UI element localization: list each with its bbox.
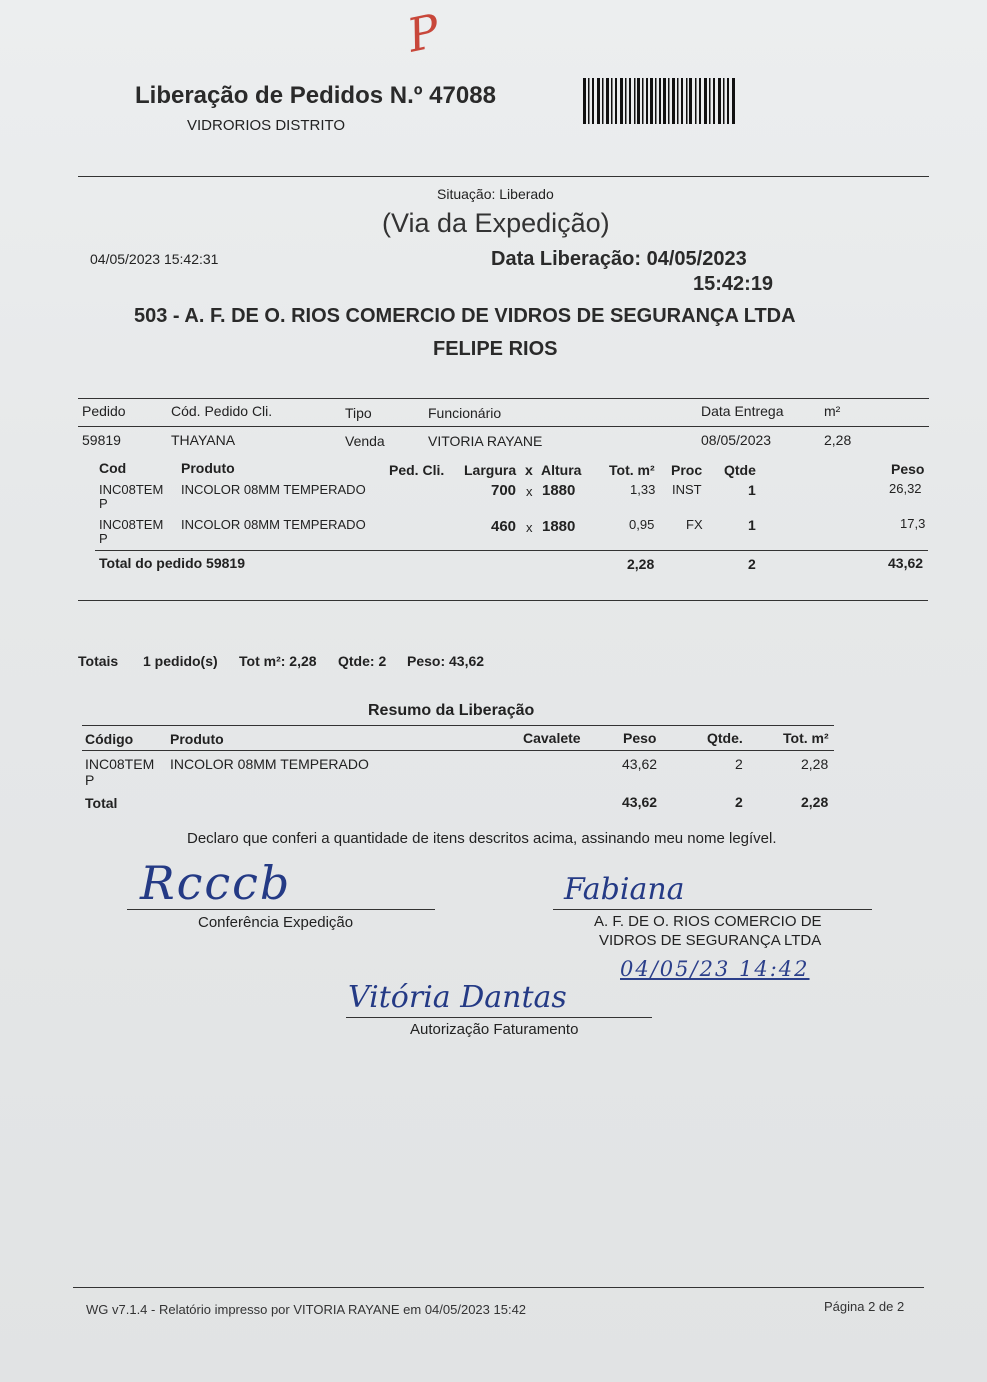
client-signature: Fabiana [564,872,685,907]
order-total-rule [95,550,928,551]
client-signature-line [553,909,872,910]
release-date: Data Liberação: 04/05/2023 [491,248,747,270]
order-header-cod-cli: Cód. Pedido Cli. [171,403,273,419]
via-label: (Via da Expedição) [382,208,610,238]
totals-tot-m2: Tot m²: 2,28 [239,653,317,669]
autorizacao-signature: Vitória Dantas [348,980,567,1015]
summary-header-peso: Peso [623,730,657,746]
item-cod-line2: P [99,496,108,511]
document-title: Liberação de Pedidos N.º 47088 [135,82,496,109]
order-header-pedido: Pedido [82,403,126,419]
summary-cod-line1: INC08TEM [85,756,155,772]
handwritten-date: 04/05/23 14:42 [620,957,810,981]
declaration-text: Declaro que conferi a quantidade de itens descritos acima, assinando meu nome legível. [187,830,777,847]
summary-header-codigo: Código [85,731,134,747]
item-header-altura: Altura [541,462,582,478]
conferencia-signature: Rcccb [140,856,292,910]
summary-produto: INCOLOR 08MM TEMPERADO [170,756,369,772]
summary-title: Resumo da Liberação [368,702,535,719]
item-header-qtde: Qtde [724,462,756,478]
summary-header-tot: Tot. m² [783,730,829,746]
item-peso: 26,32 [889,481,922,496]
item-largura: 700 [491,482,517,499]
situation-label: Situação: Liberado [437,186,554,202]
order-bottom-rule [78,600,928,601]
item-peso: 17,3 [900,516,926,531]
summary-total-label: Total [85,795,118,811]
order-tipo: Venda [345,433,385,449]
item-x: x [526,484,533,499]
item-qtde: 1 [748,482,756,498]
summary-total-tot: 2,28 [801,794,829,810]
barcode-graphic [583,78,735,124]
order-header-funcionario: Funcionário [428,405,502,421]
order-header-m2: m² [824,403,841,419]
item-cod-line1: INC08TEM [99,482,164,497]
company-subtitle: VIDRORIOS DISTRITO [187,117,346,134]
item-proc: INST [672,482,702,497]
item-cod-line1: INC08TEM [99,517,164,532]
footer-rule [73,1287,924,1288]
summary-header-cavalete: Cavalete [523,730,581,746]
item-header-produto: Produto [181,460,235,476]
summary-total-peso: 43,62 [622,794,658,810]
client-company-line2: VIDROS DE SEGURANÇA LTDA [599,932,822,949]
summary-top-rule [82,725,834,726]
totals-qtde: Qtde: 2 [338,653,387,669]
order-total-qtde: 2 [748,556,756,572]
order-funcionario: VITORIA RAYANE [428,433,543,449]
order-m2: 2,28 [824,432,852,448]
item-altura: 1880 [542,482,576,499]
item-cod-line2: P [99,531,108,546]
order-data-entrega: 08/05/2023 [701,432,772,448]
order-table-top-rule [78,398,929,399]
order-header-rule [78,426,929,427]
item-tot: 1,33 [630,482,656,497]
item-header-x: x [525,462,533,478]
summary-cod-line2: P [85,772,95,788]
summary-header-produto: Produto [170,731,224,747]
order-header-tipo: Tipo [345,405,372,421]
item-largura: 460 [491,518,517,535]
conferencia-signature-line [127,909,435,910]
item-header-tot: Tot. m² [609,462,655,478]
header-divider [78,176,929,177]
barcode [583,78,735,124]
conferencia-label: Conferência Expedição [198,914,354,931]
totals-label: Totais [78,653,119,669]
item-produto: INCOLOR 08MM TEMPERADO [181,517,366,532]
item-x: x [526,520,533,535]
order-header-data-entrega: Data Entrega [701,403,784,419]
item-header-peso: Peso [891,461,925,477]
summary-qtde: 2 [735,756,743,772]
order-pedido: 59819 [82,432,121,448]
red-mark: P [402,3,445,63]
summary-header-rule [82,750,834,751]
client-company-line1: A. F. DE O. RIOS COMERCIO DE [594,913,822,930]
totals-peso: Peso: 43,62 [407,653,485,669]
item-header-largura: Largura [464,462,517,478]
order-total-label: Total do pedido 59819 [99,555,245,571]
item-header-ped-cli: Ped. Cli. [389,462,445,478]
summary-peso: 43,62 [622,756,658,772]
order-total-tot: 2,28 [627,556,655,572]
client-name: 503 - A. F. DE O. RIOS COMERCIO DE VIDROS DE SEGURANÇA LTDA [134,305,796,327]
item-qtde: 1 [748,517,756,533]
item-produto: INCOLOR 08MM TEMPERADO [181,482,366,497]
summary-total-qtde: 2 [735,794,743,810]
order-total-peso: 43,62 [888,555,924,571]
summary-header-qtde: Qtde. [707,730,743,746]
release-time: 15:42:19 [693,273,774,295]
autorizacao-signature-line [346,1017,652,1018]
contact-name: FELIPE RIOS [433,338,558,360]
footer-print-info: WG v7.1.4 - Relatório impresso por VITORIA RAYANE em 04/05/2023 15:42 [86,1302,527,1317]
autorizacao-label: Autorização Faturamento [410,1021,579,1038]
item-header-cod: Cod [99,460,127,476]
summary-tot: 2,28 [801,756,829,772]
footer-page-number: Página 2 de 2 [824,1299,905,1314]
item-header-proc: Proc [671,462,703,478]
item-proc: FX [686,517,703,532]
item-altura: 1880 [542,518,576,535]
order-cod-cli: THAYANA [171,432,236,448]
totals-pedidos: 1 pedido(s) [143,653,218,669]
item-tot: 0,95 [629,517,655,532]
printed-datetime: 04/05/2023 15:42:31 [90,251,219,267]
